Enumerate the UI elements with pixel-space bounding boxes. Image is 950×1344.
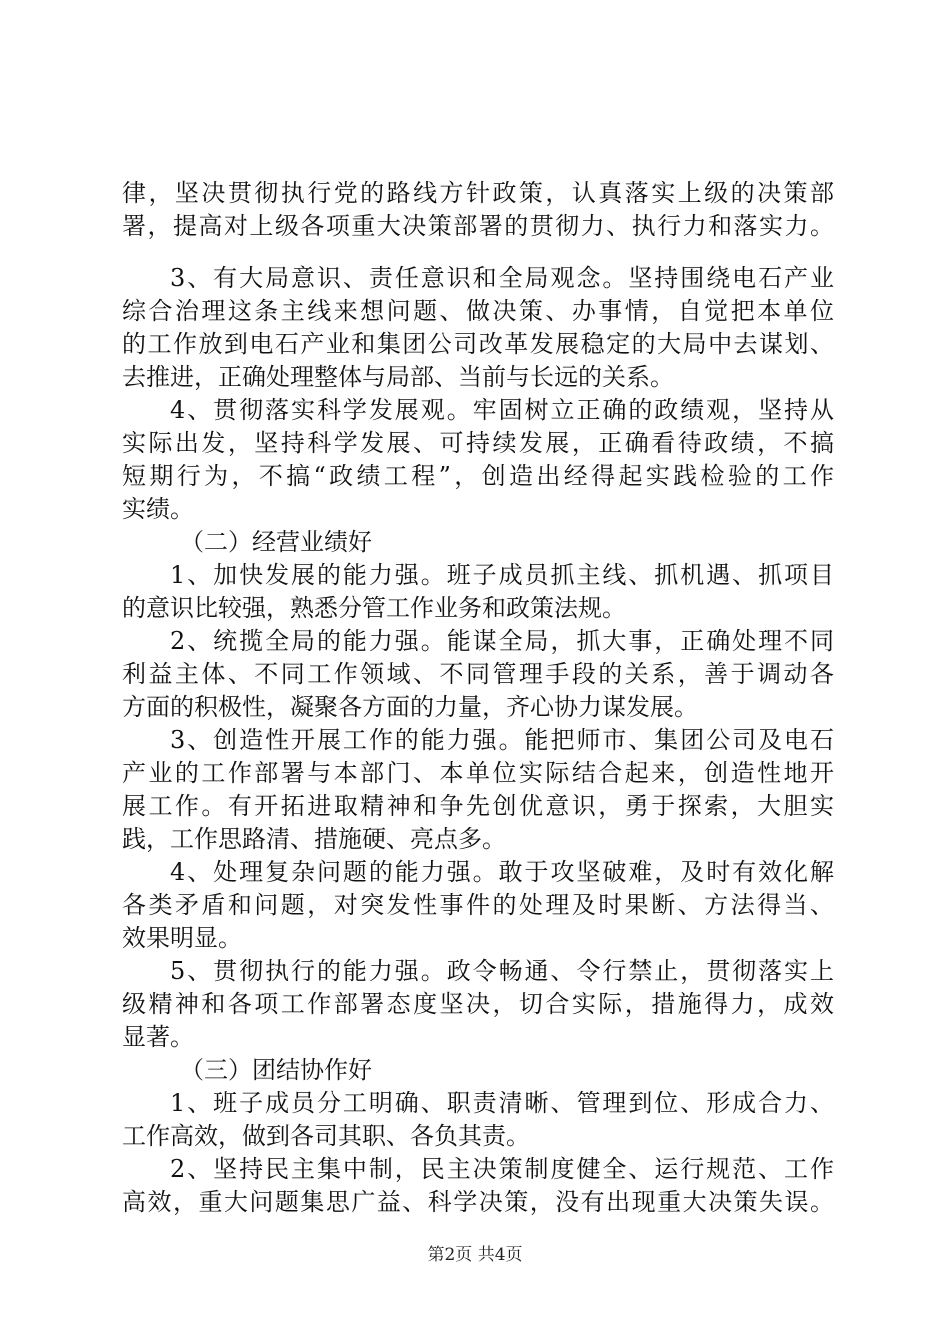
text-line: 实绩。 <box>122 495 194 523</box>
section-heading: （三）团结协作好 <box>180 1056 372 1084</box>
text-line: 2、统揽全局的能力强。能谋全局，抓大事，正确处理不同 <box>170 627 834 655</box>
text-line: 的工作放到电石产业和集团公司改革发展稳定的大局中去谋划、 <box>122 330 834 358</box>
text-line: 方面的积极性，凝聚各方面的力量，齐心协力谋发展。 <box>122 693 698 721</box>
text-line: 1、班子成员分工明确、职责清晰、管理到位、形成合力、 <box>170 1089 834 1117</box>
text-line: 高效，重大问题集思广益、科学决策，没有出现重大决策失误。 <box>122 1188 834 1216</box>
text-line: 署，提高对上级各项重大决策部署的贯彻力、执行力和落实力。 <box>122 212 834 240</box>
text-line: 践，工作思路清、措施硬、亮点多。 <box>122 825 506 853</box>
text-line: 5、贯彻执行的能力强。政令畅通、令行禁止，贯彻落实上 <box>170 957 834 985</box>
text-line: 利益主体、不同工作领域、不同管理手段的关系，善于调动各 <box>122 660 834 688</box>
section-heading: （二）经营业绩好 <box>180 528 372 556</box>
text-line: 2、坚持民主集中制，民主决策制度健全、运行规范、工作 <box>170 1155 834 1183</box>
text-line: 的意识比较强，熟悉分管工作业务和政策法规。 <box>122 594 626 622</box>
text-line: 3、创造性开展工作的能力强。能把师市、集团公司及电石 <box>170 726 834 754</box>
text-line: 效果明显。 <box>122 924 242 952</box>
text-line: 1、加快发展的能力强。班子成员抓主线、抓机遇、抓项目 <box>170 561 834 589</box>
text-line: 级精神和各项工作部署态度坚决，切合实际，措施得力，成效 <box>122 990 834 1018</box>
text-line: 展工作。有开拓进取精神和争先创优意识，勇于探索，大胆实 <box>122 792 834 820</box>
text-line: 3、有大局意识、责任意识和全局观念。坚持围绕电石产业 <box>170 264 834 292</box>
text-line: 律，坚决贯彻执行党的路线方针政策，认真落实上级的决策部 <box>122 179 834 207</box>
text-line: 各类矛盾和问题，对突发性事件的处理及时果断、方法得当、 <box>122 891 834 919</box>
text-line: 4、贯彻落实科学发展观。牢固树立正确的政绩观，坚持从 <box>170 396 834 424</box>
text-line: 实际出发，坚持科学发展、可持续发展，正确看待政绩，不搞 <box>122 429 834 457</box>
text-line: 短期行为，不搞“政绩工程”，创造出经得起实践检验的工作 <box>122 462 834 490</box>
text-line: 产业的工作部署与本部门、本单位实际结合起来，创造性地开 <box>122 759 834 787</box>
text-line: 显著。 <box>122 1023 194 1051</box>
text-line: 综合治理这条主线来想问题、做决策、办事情，自觉把本单位 <box>122 297 834 325</box>
page-footer: 第2页 共4页 <box>427 1245 523 1265</box>
text-line: 工作高效，做到各司其职、各负其责。 <box>122 1122 530 1150</box>
text-line: 去推进，正确处理整体与局部、当前与长远的关系。 <box>122 363 674 391</box>
text-line: 4、处理复杂问题的能力强。敢于攻坚破难，及时有效化解 <box>170 858 834 886</box>
